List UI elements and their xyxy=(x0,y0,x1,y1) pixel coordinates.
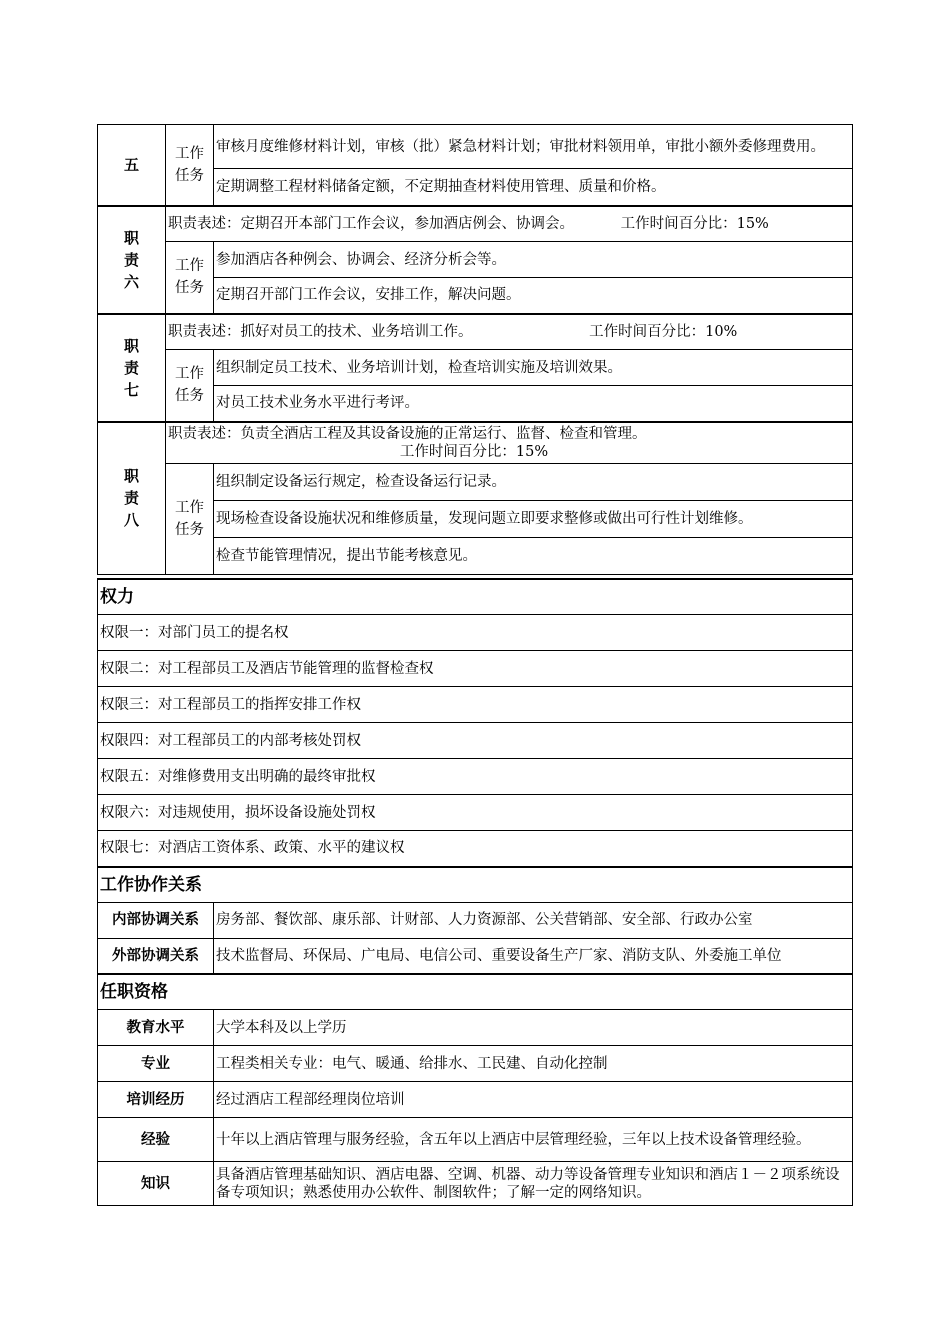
major-label: 专业 xyxy=(98,1046,214,1082)
relations-title: 工作协作关系 xyxy=(98,867,853,903)
duty6-desc-row xyxy=(98,206,853,242)
power-row xyxy=(98,723,853,759)
info-table xyxy=(97,578,853,1206)
duty5-task-1: 审核月度维修材料计划，审核（批）紧急材料计划；审批材料领用单，审批小额外委修理费用。 xyxy=(214,125,853,169)
education-value: 大学本科及以上学历 xyxy=(214,1010,853,1046)
powers-header-row xyxy=(98,579,853,615)
power-item-7: 权限七：对酒店工资体系、政策、水平的建议权 xyxy=(98,831,853,867)
power-row xyxy=(98,795,853,831)
duty6-desc: 职责表述：定期召开本部门工作会议，参加酒店例会、协调会。 工作时间百分比：15% xyxy=(166,206,853,242)
external-relation-label: 外部协调关系 xyxy=(98,938,214,974)
training-value: 经过酒店工程部经理岗位培训 xyxy=(214,1082,853,1118)
external-relation-value: 技术监督局、环保局、广电局、电信公司、重要设备生产厂家、消防支队、外委施工单位 xyxy=(214,938,853,974)
duty7-desc-row xyxy=(98,314,853,350)
duty7-task-2: 对员工技术业务水平进行考评。 xyxy=(214,386,853,422)
powers-title: 权力 xyxy=(98,579,853,615)
major-value: 工程类相关专业：电气、暖通、给排水、工民建、自动化控制 xyxy=(214,1046,853,1082)
experience-label: 经验 xyxy=(98,1118,214,1162)
duty8-pct: 工作时间百分比：15% xyxy=(399,443,549,460)
duty7-label: 职责七 xyxy=(98,314,166,422)
power-row xyxy=(98,687,853,723)
duty8-label: 职责八 xyxy=(98,422,166,575)
duty6-label: 职责六 xyxy=(98,206,166,314)
power-row xyxy=(98,831,853,867)
duty6-task-1: 参加酒店各种例会、协调会、经济分析会等。 xyxy=(214,242,853,278)
power-row xyxy=(98,759,853,795)
duty5-task-2: 定期调整工程材料储备定额，不定期抽查材料使用管理、质量和价格。 xyxy=(214,169,853,206)
relations-header-row xyxy=(98,867,853,903)
duty7-task-1: 组织制定员工技术、业务培训计划，检查培训实施及培训效果。 xyxy=(214,350,853,386)
duty5-task-row-1 xyxy=(98,125,853,169)
power-item-3: 权限三：对工程部员工的指挥安排工作权 xyxy=(98,687,853,723)
power-item-1: 权限一：对部门员工的提名权 xyxy=(98,615,853,651)
duties-table xyxy=(97,124,853,575)
duty7-task-label: 工作任务 xyxy=(166,350,214,422)
duty6-task-row-1 xyxy=(98,242,853,278)
duty7-task-row-1 xyxy=(98,350,853,386)
qualifications-header-row xyxy=(98,974,853,1010)
duty6-task-2: 定期召开部门工作会议，安排工作，解决问题。 xyxy=(214,278,853,314)
duty8-desc-row xyxy=(98,422,853,464)
duty8-desc: 职责表述：负责全酒店工程及其设备设施的正常运行、监督、检查和管理。 工作时间百分比：15% xyxy=(166,422,853,464)
qualification-row xyxy=(98,1082,853,1118)
duty5-label: 五 xyxy=(98,125,166,206)
power-item-6: 权限六：对违规使用，损坏设备设施处罚权 xyxy=(98,795,853,831)
duty7-pct: 工作时间百分比：10% xyxy=(589,323,738,340)
duty8-task-3: 检查节能管理情况，提出节能考核意见。 xyxy=(214,538,853,575)
power-item-5: 权限五：对维修费用支出明确的最终审批权 xyxy=(98,759,853,795)
qualification-row xyxy=(98,1010,853,1046)
duty5-task-label: 工作任务 xyxy=(166,125,214,206)
duty8-task-1: 组织制定设备运行规定，检查设备运行记录。 xyxy=(214,464,853,501)
duty8-task-2: 现场检查设备设施状况和维修质量，发现问题立即要求整修或做出可行性计划维修。 xyxy=(214,501,853,538)
power-item-2: 权限二：对工程部员工及酒店节能管理的监督检查权 xyxy=(98,651,853,687)
qualification-row xyxy=(98,1162,853,1206)
duty7-desc: 职责表述：抓好对员工的技术、业务培训工作。 工作时间百分比：10% xyxy=(166,314,853,350)
knowledge-label: 知识 xyxy=(98,1162,214,1206)
power-row xyxy=(98,615,853,651)
qualification-row xyxy=(98,1118,853,1162)
duty8-task-row-1 xyxy=(98,464,853,501)
experience-value: 十年以上酒店管理与服务经验，含五年以上酒店中层管理经验，三年以上技术设备管理经验。 xyxy=(214,1118,853,1162)
qualification-row xyxy=(98,1046,853,1082)
internal-relation-value: 房务部、餐饮部、康乐部、计财部、人力资源部、公关营销部、安全部、行政办公室 xyxy=(214,902,853,938)
duty6-pct: 工作时间百分比：15% xyxy=(620,215,769,232)
internal-relation-row xyxy=(98,902,853,938)
education-label: 教育水平 xyxy=(98,1010,214,1046)
knowledge-value: 具备酒店管理基础知识、酒店电器、空调、机器、动力等设备管理专业知识和酒店１－２项系统设备专项知识；熟悉使用办公软件、制图软件；了解一定的网络知识。 xyxy=(214,1162,853,1206)
power-item-4: 权限四：对工程部员工的内部考核处罚权 xyxy=(98,723,853,759)
external-relation-row xyxy=(98,938,853,974)
duty6-task-label: 工作任务 xyxy=(166,242,214,314)
power-row xyxy=(98,651,853,687)
training-label: 培训经历 xyxy=(98,1082,214,1118)
qualifications-title: 任职资格 xyxy=(98,974,853,1010)
internal-relation-label: 内部协调关系 xyxy=(98,902,214,938)
duty8-task-label: 工作任务 xyxy=(166,464,214,575)
